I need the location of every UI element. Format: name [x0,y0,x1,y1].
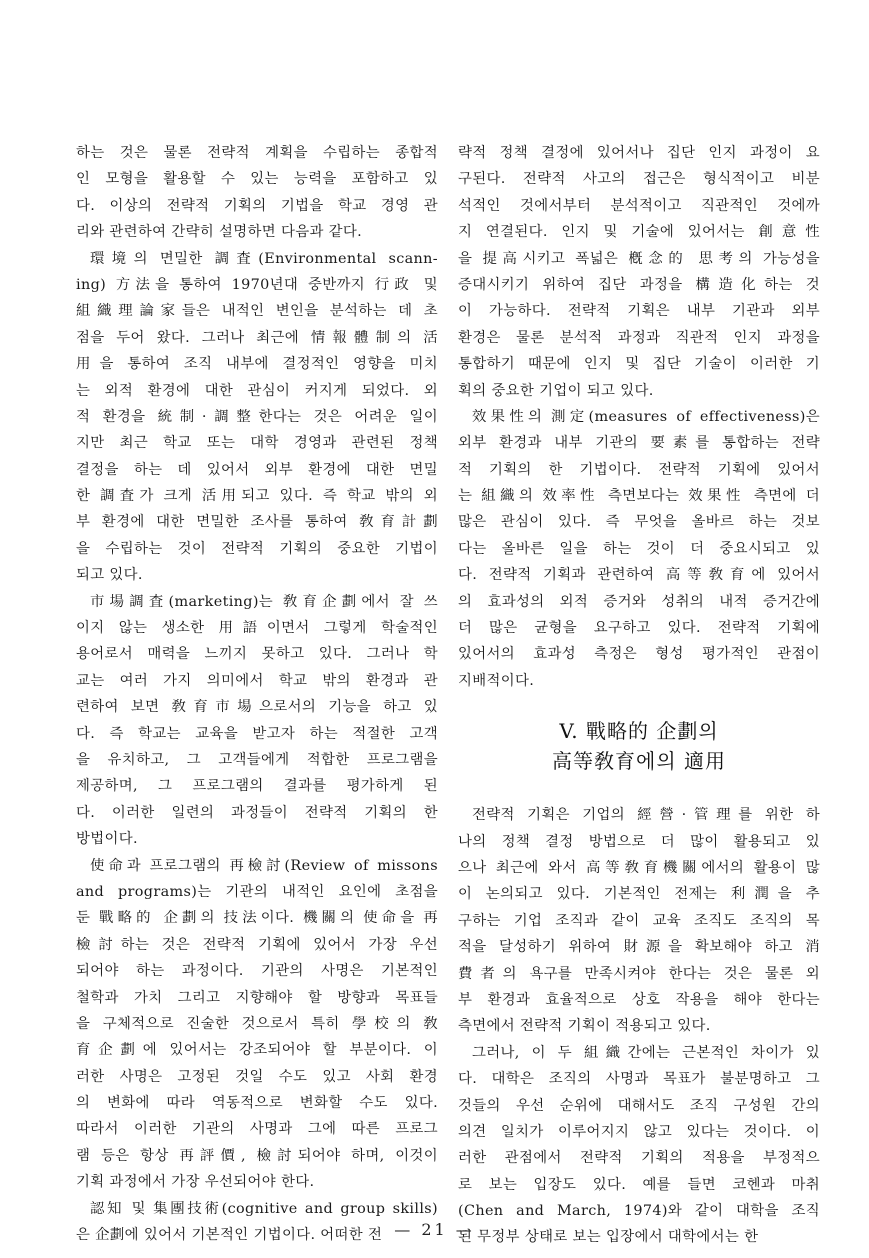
text-line: 한 調査가 크게 活用되고 있다. 즉 학교 밖의 외 [76,488,438,505]
text-line: 使命과 프로그램의 再檢討(Review of missons [90,857,438,874]
text-line: 을 구체적으로 진술한 것으로서 특히 學校의 敎 [76,1015,438,1032]
text-line: 철학과 가치 그리고 지향해야 할 방향과 목표들 [76,989,438,1006]
page-number: — 21 — [394,1220,475,1239]
text-line: 지만 최근 학교 또는 대학 경영과 관련된 정책 [76,435,438,452]
right-column [458,140,820,1251]
text-line: 이 가능하다. 전략적 기획은 내부 기관과 외부 [458,303,820,320]
text-line: 이지 않는 생소한 用語이면서 그렇게 학술적인 [76,620,438,637]
text-line: 전략적 기획은 기업의 經營·管理를 위한 하 [472,807,820,824]
text-line: 의견 일치가 이루어지지 않고 있다는 것이다. 이 [458,1123,820,1140]
text-line: 따라서 이러한 기관의 사명과 그에 따른 프로그 [76,1121,438,1138]
text-line: 다. 대학은 조직의 사명과 목표가 불분명하고 그 [458,1071,820,1088]
text-line: 부 환경과 효율적으로 상호 작용을 해야 한다는 [458,991,820,1008]
text-line: 다. 이상의 전략적 기획의 기법을 학교 경영 관 [76,197,438,214]
text-line: 적 기획의 한 기법이다. 전략적 기획에 있어서 [458,461,820,478]
text-line: 으나 최근에 와서 高等敎育機關에서의 활용이 많 [458,859,820,876]
text-line: 인 모형을 활용할 수 있는 능력을 포함하고 있 [76,171,438,188]
text-line: 이 논의되고 있다. 기본적인 전제는 利潤을 추 [458,886,820,903]
text-line: 의 효과성의 외적 증거와 성취의 내적 증거간에 [458,593,820,610]
text-line: 을 유치하고, 그 고객들에게 적합한 프로그램을 [76,751,438,768]
text-line: 제공하며, 그 프로그램의 결과를 평가하게 된 [76,778,438,795]
text-line: 러한 관점에서 전략적 기획의 적용을 부정적으 [458,1150,820,1167]
text-line: 는 외적 환경에 대한 관심이 커지게 되었다. 외 [76,382,438,399]
text-line: 통합하기 때문에 인지 및 집단 기술이 이러한 기 [458,356,820,373]
text-line: 부 환경에 대한 면밀한 조사를 통하여 敎育計劃 [76,514,438,531]
text-line: 구된다. 전략적 사고의 접근은 형식적이고 비분 [458,171,820,188]
right-column-bottom-text [458,802,820,1251]
text-line: 組織理論家들은 내적인 변인을 분석하는 데 초 [76,303,438,320]
text-line: 로 보는 입장도 있다. 예를 들면 코헨과 마취 [458,1176,820,1193]
text-line: 것들의 우선 순위에 대해서도 조직 구성원 간의 [458,1097,820,1114]
text-line: 環境의 면밀한 調査(Environmental scann- [90,250,438,267]
text-line: 되고 있다. [76,567,143,584]
text-line: 다. 즉 학교는 교육을 받고자 하는 적절한 고객 [76,725,438,742]
text-line: 련하여 보면 敎育市場으로서의 기능을 하고 있 [76,699,438,716]
text-line: 費者의 욕구를 만족시켜야 한다는 것은 물론 외 [458,965,820,982]
text-line: 지배적이다. [458,672,535,689]
text-line: 다는 올바른 일을 하는 것이 더 중요시되고 있 [458,540,820,557]
text-line: 램 등은 항상 再評價, 檢討되어야 하며, 이것이 [76,1147,438,1164]
section-heading-line-2: 高等敎育에의 適用 [552,749,726,774]
left-column [76,140,438,1248]
text-line: 교는 여러 가지 의미에서 학교 밖의 환경과 관 [76,672,438,689]
text-line: (Chen and March, 1974)와 같이 대학을 조직 [458,1203,820,1220]
text-line: 외부 환경과 내부 기관의 要素를 통합하는 전략 [458,435,820,452]
text-line: 育企劃에 있어서는 강조되어야 할 부분이다. 이 [76,1042,438,1059]
text-line: 認知 및 集團技術(cognitive and group skills) [90,1200,438,1217]
text-line: 석적인 것에서부터 분석적이고 직관적인 것에까 [458,197,820,214]
text-line: 을 提高시키고 폭넓은 槪念的 思考의 가능성을 [458,250,820,267]
text-line: 더 많은 균형을 요구하고 있다. 전략적 기획에 [458,620,820,637]
text-line: 구하는 기업 조직과 같이 교육 조직도 조직의 목 [458,912,820,929]
text-line: 둔 戰略的 企劃의 技法이다. 機關의 使命을 再 [76,910,438,927]
text-line: 용어로서 매력을 느끼지 못하고 있다. 그러나 학 [76,646,438,663]
text-line: 하는 것은 물론 전략적 계획을 수립하는 종합적 [76,145,438,161]
text-line: 나의 정책 결정 방법으로 더 많이 활용되고 있 [458,833,820,850]
text-line: 획의 중요한 기업이 되고 있다. [458,382,654,399]
text-line: 의 변화에 따라 역동적으로 변화할 수도 있다. [76,1095,438,1112]
text-line: 다. 전략적 기획과 관련하여 高等敎育에 있어서 [458,567,820,584]
text-line: 檢討하는 것은 전략적 기획에 있어서 가장 우선 [76,936,438,953]
text-line: 效果性의 測定(measures of effectiveness)은 [472,408,820,425]
text-line: 다. 이러한 일련의 과정들이 전략적 기획의 한 [76,804,438,821]
text-line: and programs)는 기관의 내적인 요인에 초점을 [76,883,438,900]
text-line: 지 연결된다. 인지 및 기술에 있어서는 創意性 [458,224,820,241]
text-line: 방법이다. [76,831,138,848]
text-line: 있어서의 효과성 측정은 형성 평가적인 관점이 [458,646,820,663]
text-line: 적 환경을 統制·調整한다는 것은 어려운 일이 [76,408,438,425]
text-line: 증대시키기 위하여 집단 과정을 構造化하는 것 [458,276,820,293]
text-line: 은 企劃에 있어서 기본적인 기법이다. 어떠한 전 [76,1227,383,1244]
section-heading-line-1: V. 戰略的 企劃의 [559,719,719,744]
text-line: 적을 달성하기 위하여 財源을 확보해야 하고 消 [458,939,820,956]
text-line: 측면에서 전략적 기획이 적용되고 있다. [458,1018,711,1035]
text-line: 된 무정부 상태로 보는 입장에서 대학에서는 한 [458,1229,759,1246]
text-line: 用을 통하여 조직 내부에 결정적인 영향을 미치 [76,356,438,373]
text-line: 결정을 하는 데 있어서 외부 환경에 대한 면밀 [76,461,438,478]
text-line: 기획 과정에서 가장 우선되어야 한다. [76,1174,315,1191]
text-line: 는 組織의 效率性 측면보다는 效果性 측면에 더 [458,488,820,505]
text-line: 을 수립하는 것이 전략적 기획의 중요한 기법이 [76,540,438,557]
text-line: 되어야 하는 과정이다. 기관의 사명은 기본적인 [76,963,438,980]
text-line: 략적 정책 결정에 있어서나 집단 인지 과정이 요 [458,145,820,161]
text-line: 리와 관련하여 간략히 설명하면 다음과 같다. [76,224,363,241]
text-line: 市場調査(marketing)는 敎育企劃에서 잘 쓰 [90,593,438,610]
text-line: 환경은 물론 분석적 과정과 직관적 인지 과정을 [458,329,820,346]
text-line: 러한 사명은 고정된 것일 수도 있고 사회 환경 [76,1068,438,1085]
right-column-top-text [458,140,820,694]
section-heading [458,716,820,776]
text-line: 점을 두어 왔다. 그러나 최근에 情報體制의 活 [76,329,438,346]
text-line: 많은 관심이 있다. 즉 무엇을 올바르 하는 것보 [458,514,820,531]
text-line: 그러나, 이 두 組織간에는 근본적인 차이가 있 [472,1044,820,1061]
text-line: ing) 方法을 통하여 1970년대 중반까지 行政 및 [76,276,438,293]
